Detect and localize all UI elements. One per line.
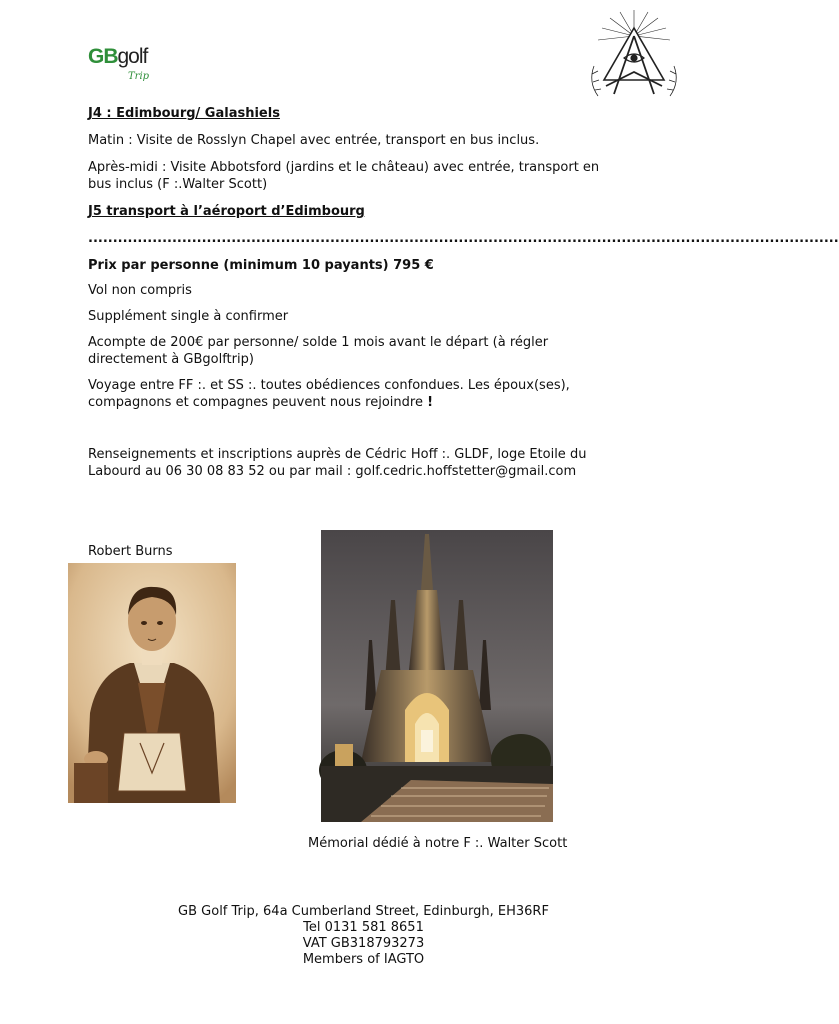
travel-line2-text: compagnons et compagnes peuvent nous rejoindre <box>88 395 423 410</box>
travel-exclaim: ! <box>427 395 434 410</box>
day4-afternoon-line1: Après-midi : Visite Abbotsford (jardins et le château) avec entrée, transport en <box>88 160 600 175</box>
footer-members: Members of IAGTO <box>302 952 425 967</box>
day4-heading: J4 : Edimbourg/ Galashiels <box>88 106 280 121</box>
logo-trip-text: Trip <box>128 71 150 82</box>
footer-address: GB Golf Trip, 64a Cumberland Street, Edinburgh, EH36RF <box>178 904 549 919</box>
logo-golf-text: golf <box>117 45 148 68</box>
deposit-line1: Acompte de 200€ par personne/ solde 1 mois avant le départ (à régler <box>88 335 549 350</box>
robert-burns-portrait <box>68 563 236 803</box>
contact-line2: Labourd au 06 30 08 83 52 ou par mail : golf.cedric.hoffstetter@gmail.com <box>88 464 577 479</box>
travel-line1: Voyage entre FF :. et SS :. toutes obédiences confondues. Les époux(ses), <box>88 378 570 393</box>
footer-tel: Tel 0131 581 8651 <box>303 920 424 935</box>
day5-heading: J5 transport à l’aéroport d’Edimbourg <box>88 204 365 219</box>
price-line: Prix par personne (minimum 10 payants) 795 € <box>88 258 434 273</box>
masonic-emblem-icon <box>584 6 684 102</box>
day4-afternoon-line2: bus inclus (F :.Walter Scott) <box>88 177 268 192</box>
travel-line2 <box>88 394 648 411</box>
gbgolftrip-logo <box>88 45 164 84</box>
flight-note: Vol non compris <box>88 283 192 298</box>
logo-gb-text: GB <box>88 45 118 68</box>
burns-caption: Robert Burns <box>88 544 173 559</box>
monument-caption: Mémorial dédié à notre F :. Walter Scott <box>308 836 568 851</box>
contact-line1: Renseignements et inscriptions auprès de Cédric Hoff :. GLDF, loge Etoile du <box>88 447 587 462</box>
single-supplement: Supplément single à confirmer <box>88 309 289 324</box>
dotted-separator: ........................................................................................................................................................ <box>88 231 839 246</box>
scott-monument-photo <box>321 530 553 822</box>
footer-vat: VAT GB318793273 <box>302 936 425 951</box>
deposit-line2: directement à GBgolftrip) <box>88 352 254 367</box>
day4-morning: Matin : Visite de Rosslyn Chapel avec entrée, transport en bus inclus. <box>88 133 540 148</box>
